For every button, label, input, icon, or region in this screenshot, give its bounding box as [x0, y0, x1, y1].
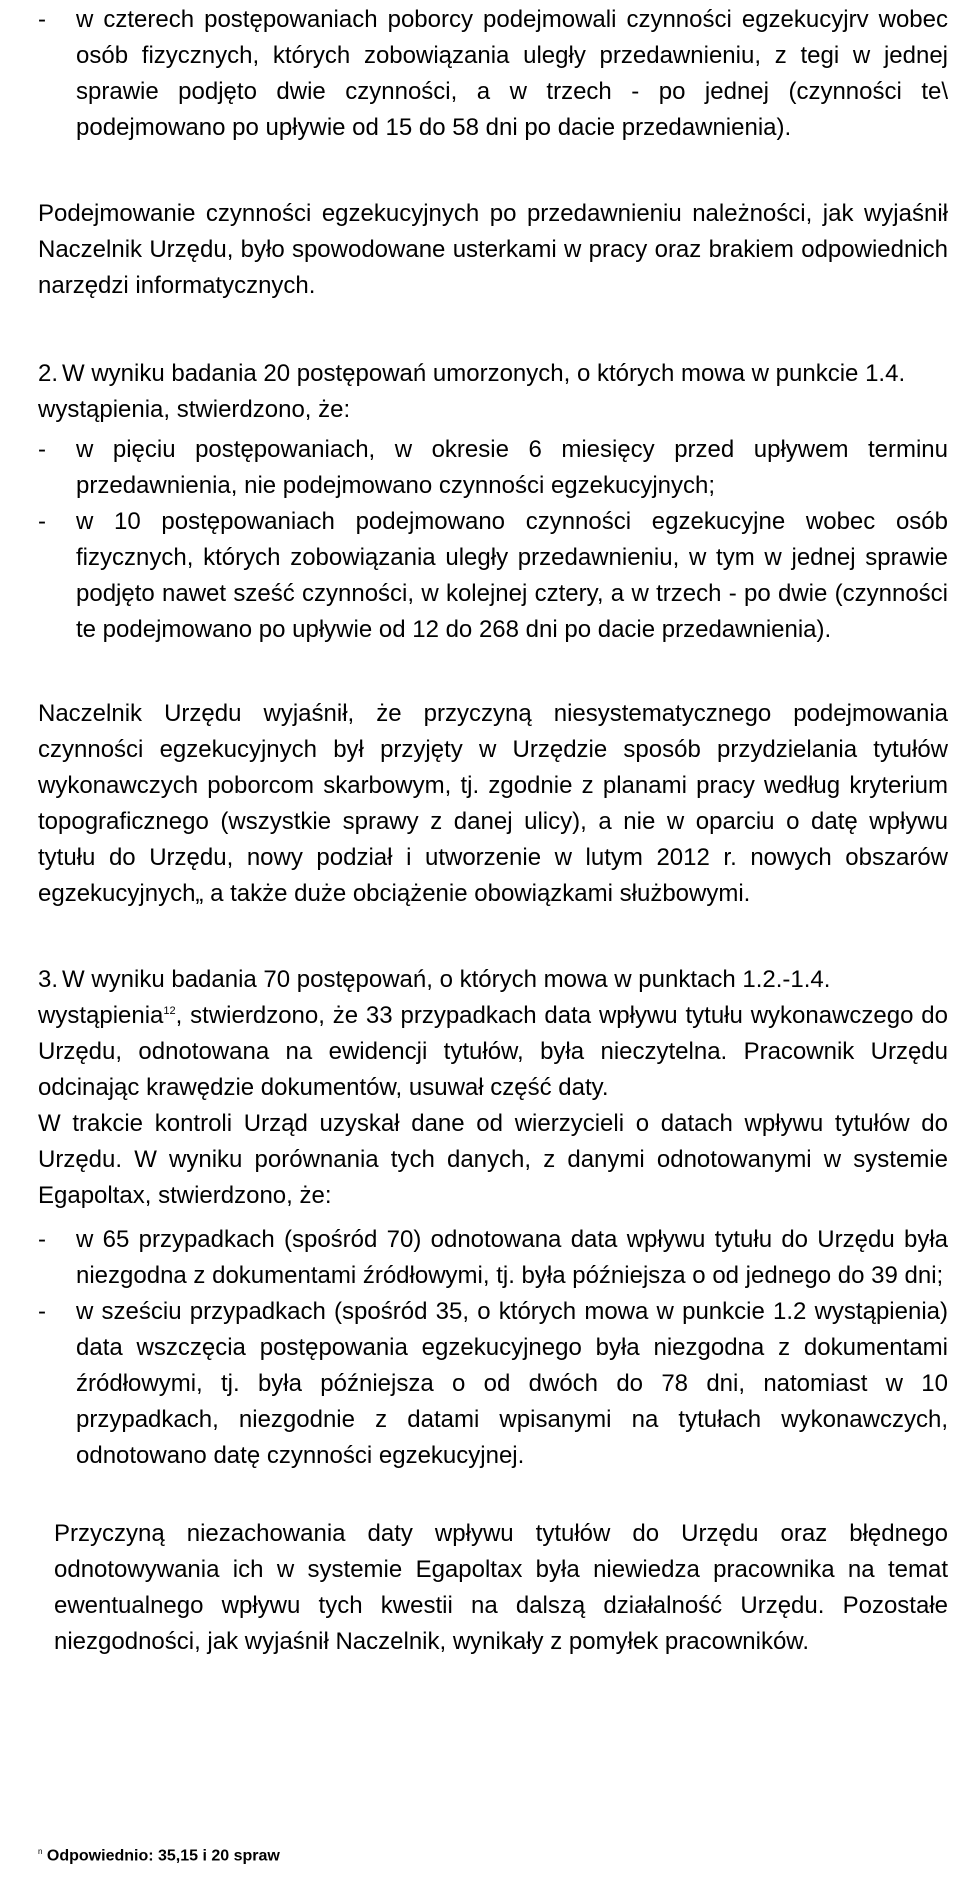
- section-3: [38, 962, 948, 998]
- list-item: [38, 2, 948, 146]
- section-3-paragraph: W trakcie kontroli Urząd uzyskał dane od wierzycieli o datach wpływu tytułów do Urzędu. W wyniku porównania tych danych, z danymi odnotowanymi w systemie Egapoltax, stwierdzono, że:: [38, 1110, 948, 1209]
- list-item-text: w sześciu przypadkach (spośród 35, o których mowa w punkcie 1.2 wystąpienia) data wszczęcia postępowania egzekucyjnego była niezgodna z dokumentami źródłowymi, tj. była późniejsza o od dwóch do 78 dni, natomiast w 10 przypadkach, niezgodnie z datami wpisanymi na tytułach wykonawczych, odnotowano datę czynności egzekucyjnej.: [76, 1298, 948, 1469]
- document-page: [38, 2, 948, 1865]
- footnote: [38, 1842, 280, 1866]
- list-dash: -: [38, 6, 46, 33]
- list-item-text: w pięciu postępowaniach, w okresie 6 miesięcy przed upływem terminu przedawnienia, nie podejmowano czynności egzekucyjnych;: [76, 436, 948, 499]
- paragraph-explanation-3: Przyczyną niezachowania daty wpływu tytułów do Urzędu oraz błędnego odnotowywania ich w systemie Egapoltax była niewiedza pracownika na temat ewentualnego wpływu tych kwestii na dalszą działalność Urzędu. Pozostałe niezgodności, jak wyjaśnił Naczelnik, wynikały z pomyłek pracowników.: [54, 1520, 948, 1655]
- list-dash: -: [38, 1298, 46, 1325]
- section-heading-line: W wyniku badania 20 postępowań umorzonych, o których mowa w punkcie 1.4.: [62, 360, 906, 387]
- footnote-reference[interactable]: 12: [163, 1005, 176, 1017]
- section-heading-line: W wyniku badania 70 postępowań, o których mowa w punktach 1.2.-1.4.: [62, 966, 831, 993]
- list-item-text: w czterech postępowaniach poborcy podejmowali czynności egzekucyjrv wobec osób fizycznych, których zobowiązania uległy przedawnieniu, z tegi w jednej sprawie podjęto dwie czynności, a w trzech - po jednej (czynności te\ podejmowano po upływie od 15 do 58 dni po dacie przedawnienia).: [76, 6, 948, 141]
- list-item-text: w 10 postępowaniach podejmowano czynności egzekucyjne wobec osób fizycznych, których zobowiązania uległy przedawnieniu, w tym w jednej sprawie podjęto nawet sześć czynności, w kolejnej cztery, a w trzech - po dwie (czynności te podejmowano po upływie od 12 do 268 dni po dacie przedawnienia).: [76, 508, 948, 643]
- list-item: [38, 504, 948, 648]
- list-dash: -: [38, 508, 46, 535]
- list-item: [38, 1294, 948, 1474]
- paragraph-explanation-2: Naczelnik Urzędu wyjaśnił, że przyczyną niesystematycznego podejmowania czynności egzekucyjnych był przyjęty w Urzędzie sposób przydzielania tytułów wykonawczych poborcom skarbowym, tj. zgodnie z planami pracy według kryterium topograficznego (wszystkie sprawy z danej ulicy), a nie w oparciu o datę wpływu tytułu do Urzędu, nowy podział i utworzenie w lutym 2012 r. nowych obszarów egzekucyjnych„ a także duże obciążenie obowiązkami służbowymi.: [38, 700, 948, 907]
- section-2-line2: wystąpienia, stwierdzono, że:: [38, 396, 351, 423]
- list-item: [38, 432, 948, 504]
- list-dash: -: [38, 1226, 46, 1253]
- section-number: 3.: [38, 966, 59, 993]
- section-3-findings: wystąpienia$^{12}$, stwierdzono, że 33 przypadkach data wpływu tytułu wykonawczego do Urzędu, odnotowana na ewidencji tytułów, była nieczytelna. Pracownik Urzędu odcinając krawędzie dokumentów, usuwał część daty.: [38, 1002, 948, 1101]
- list-item: [38, 1222, 948, 1294]
- list-item-text: w 65 przypadkach (spośród 70) odnotowana data wpływu tytułu do Urzędu była niezgodna z dokumentami źródłowymi, tj. była późniejsza o od jednego do 39 dni;: [76, 1226, 948, 1289]
- paragraph-explanation-1: Podejmowanie czynności egzekucyjnych po przedawnieniu należności, jak wyjaśnił Naczelnik Urzędu, było spowodowane usterkami w pracy oraz brakiem odpowiednich narzędzi informatycznych.: [38, 200, 948, 299]
- section-number: 2.: [38, 360, 59, 387]
- footnote-marker: n: [38, 1847, 43, 1856]
- list-dash: -: [38, 436, 46, 463]
- section-2: [38, 356, 948, 392]
- footnote-text: Odpowiednio: 35,15 i 20 spraw: [46, 1847, 280, 1865]
